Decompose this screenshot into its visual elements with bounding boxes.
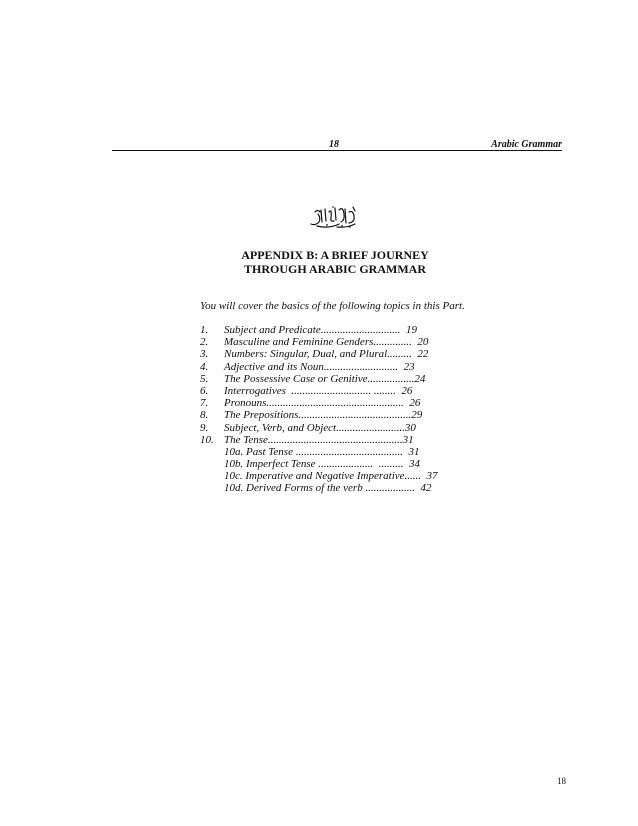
toc-item: 7. Pronouns.................................................. 26	[200, 397, 421, 410]
header-book-title: Arabic Grammar	[491, 139, 562, 150]
table-of-contents	[200, 324, 438, 495]
toc-item: 5. The Possessive Case or Genitive.................24	[200, 372, 426, 385]
toc-subitem: 10a. Past Tense ....................................... 31	[224, 445, 420, 458]
toc-item: 3. Numbers: Singular, Dual, and Plural......... 22	[200, 348, 429, 361]
arabic-calligraphy-basmala-icon	[309, 204, 359, 230]
toc-item: 1. Subject and Predicate............................. 19	[200, 324, 417, 336]
appendix-title	[200, 248, 470, 276]
toc-item: 6. Interrogatives ............................. ........ 26	[200, 384, 413, 397]
toc-item: 4. Adjective and its Noun........................... 23	[200, 360, 415, 373]
header-divider	[112, 150, 562, 151]
toc-item: 9. Subject, Verb, and Object.........................30	[200, 421, 416, 434]
intro-text: You will cover the basics of the following topics in this Part.	[200, 300, 465, 312]
toc-subitem: 10c. Imperative and Negative Imperative...... 37	[224, 470, 438, 483]
toc-item: 2. Masculine and Feminine Genders.............. 20	[200, 336, 429, 349]
toc-item: 8. The Prepositions.........................................29	[200, 409, 423, 422]
appendix-title-line-1: APPENDIX B: A BRIEF JOURNEY	[241, 248, 429, 262]
toc-item: 10. The Tense.................................................31	[200, 433, 414, 446]
toc-subitem: 10d. Derived Forms of the verb .................. 42	[224, 482, 432, 495]
toc-subitem: 10b. Imperfect Tense .................... ......... 34	[224, 458, 421, 471]
header-page-number: 18	[329, 139, 339, 150]
appendix-title-line-2: THROUGH ARABIC GRAMMAR	[244, 262, 426, 276]
footer-page-number: 18	[557, 776, 566, 786]
